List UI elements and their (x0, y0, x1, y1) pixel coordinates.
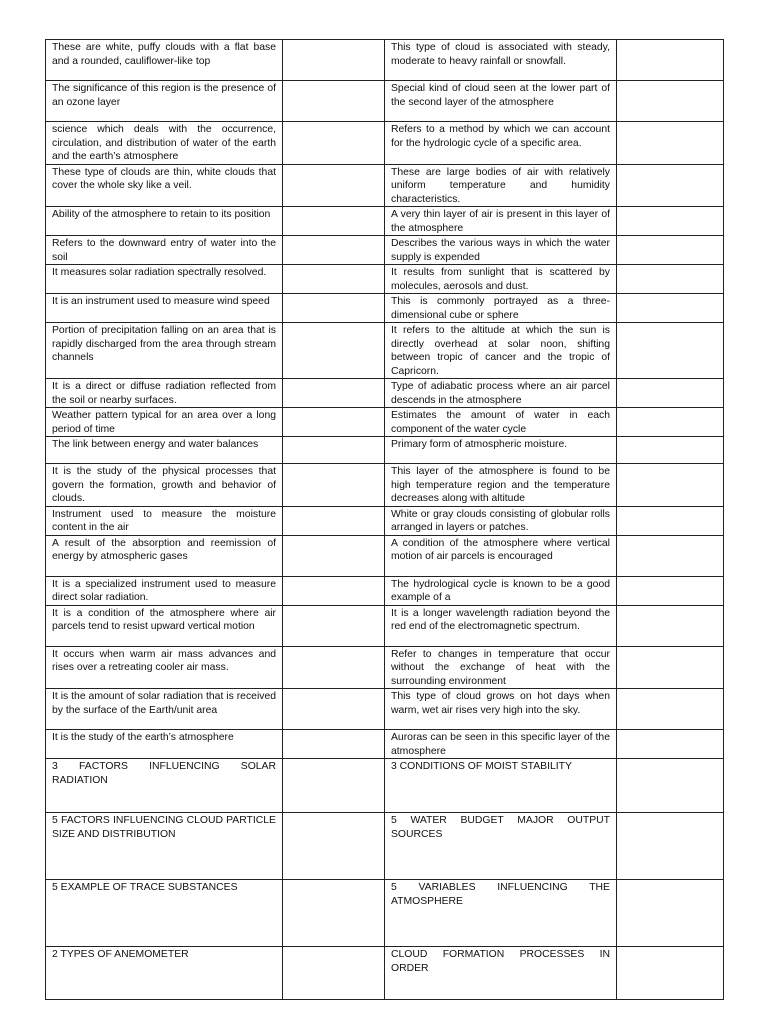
answer-blank-right[interactable] (617, 408, 724, 437)
answer-blank-left[interactable] (283, 759, 385, 813)
answer-blank-left[interactable] (283, 207, 385, 236)
question-left: Weather pattern typical for an area over a long period of time (46, 408, 283, 437)
answer-blank-right[interactable] (617, 323, 724, 379)
answer-blank-left[interactable] (283, 294, 385, 323)
answer-blank-left[interactable] (283, 535, 385, 576)
question-row (46, 122, 724, 165)
answer-blank-right[interactable] (617, 576, 724, 605)
question-right: Refers to a method by which we can account for the hydrologic cycle of a specific area. (385, 122, 617, 165)
question-right: A condition of the atmosphere where vertical motion of air parcels is encouraged (385, 535, 617, 576)
question-right: Primary form of atmospheric moisture. (385, 437, 617, 464)
answer-blank-left[interactable] (283, 437, 385, 464)
question-row (46, 880, 724, 947)
answer-blank-right[interactable] (617, 535, 724, 576)
answer-blank-left[interactable] (283, 813, 385, 880)
answer-blank-right[interactable] (617, 880, 724, 947)
question-row (46, 947, 724, 1000)
question-right: 3 CONDITIONS OF MOIST STABILITY (385, 759, 617, 813)
question-left: The link between energy and water balances (46, 437, 283, 464)
answer-blank-left[interactable] (283, 464, 385, 507)
question-left: It measures solar radiation spectrally resolved. (46, 265, 283, 294)
answer-blank-left[interactable] (283, 408, 385, 437)
answer-blank-right[interactable] (617, 506, 724, 535)
question-right: It is a longer wavelength radiation beyond the red end of the electromagnetic spectrum. (385, 605, 617, 646)
question-row (46, 164, 724, 207)
question-left: 3 FACTORS INFLUENCING SOLAR RADIATION (46, 759, 283, 813)
question-right: A very thin layer of air is present in this layer of the atmosphere (385, 207, 617, 236)
question-row (46, 408, 724, 437)
answer-blank-right[interactable] (617, 81, 724, 122)
question-right: White or gray clouds consisting of globular rolls arranged in layers or patches. (385, 506, 617, 535)
question-row (46, 759, 724, 813)
answer-blank-right[interactable] (617, 689, 724, 730)
answer-blank-left[interactable] (283, 730, 385, 759)
question-row (46, 576, 724, 605)
question-row (46, 379, 724, 408)
answer-blank-right[interactable] (617, 646, 724, 689)
question-row (46, 813, 724, 880)
question-row (46, 40, 724, 81)
question-row (46, 81, 724, 122)
question-left: Instrument used to measure the moisture content in the air (46, 506, 283, 535)
question-right: The hydrological cycle is known to be a good example of a (385, 576, 617, 605)
question-left: Portion of precipitation falling on an area that is rapidly discharged from the area through stream channels (46, 323, 283, 379)
question-left: It is the study of the physical processes that govern the formation, growth and behavior of clouds. (46, 464, 283, 507)
question-left: 5 EXAMPLE OF TRACE SUBSTANCES (46, 880, 283, 947)
question-left: It is the amount of solar radiation that is received by the surface of the Earth/unit area (46, 689, 283, 730)
answer-blank-right[interactable] (617, 294, 724, 323)
answer-blank-right[interactable] (617, 759, 724, 813)
question-right: This type of cloud grows on hot days when warm, wet air rises very high into the sky. (385, 689, 617, 730)
question-left: It is a specialized instrument used to measure direct solar radiation. (46, 576, 283, 605)
question-right: Refer to changes in temperature that occur without the exchange of heat with the surrounding environment (385, 646, 617, 689)
question-row (46, 605, 724, 646)
answer-blank-left[interactable] (283, 265, 385, 294)
question-right: 5 VARIABLES INFLUENCING THE ATMOSPHERE (385, 880, 617, 947)
answer-blank-left[interactable] (283, 122, 385, 165)
question-left: It is a condition of the atmosphere where air parcels tend to resist upward vertical motion (46, 605, 283, 646)
answer-blank-right[interactable] (617, 947, 724, 1000)
answer-blank-left[interactable] (283, 236, 385, 265)
question-right: It refers to the altitude at which the sun is directly overhead at solar noon, shifting between tropic of cancer and the tropic of Capricorn. (385, 323, 617, 379)
question-right: This is commonly portrayed as a three-dimensional cube or sphere (385, 294, 617, 323)
question-right: CLOUD FORMATION PROCESSES IN ORDER (385, 947, 617, 1000)
answer-blank-right[interactable] (617, 605, 724, 646)
question-right: Auroras can be seen in this specific layer of the atmosphere (385, 730, 617, 759)
answer-blank-left[interactable] (283, 646, 385, 689)
question-right: Describes the various ways in which the water supply is expended (385, 236, 617, 265)
question-row (46, 437, 724, 464)
answer-blank-right[interactable] (617, 437, 724, 464)
question-row (46, 646, 724, 689)
question-row (46, 236, 724, 265)
question-right: It results from sunlight that is scattered by molecules, aerosols and dust. (385, 265, 617, 294)
question-row (46, 689, 724, 730)
question-right: This type of cloud is associated with steady, moderate to heavy rainfall or snowfall. (385, 40, 617, 81)
answer-blank-left[interactable] (283, 947, 385, 1000)
answer-blank-left[interactable] (283, 605, 385, 646)
answer-blank-right[interactable] (617, 813, 724, 880)
answer-blank-right[interactable] (617, 236, 724, 265)
question-right: This layer of the atmosphere is found to be high temperature region and the temperature decreases along with altitude (385, 464, 617, 507)
question-left: It is an instrument used to measure wind speed (46, 294, 283, 323)
answer-blank-left[interactable] (283, 81, 385, 122)
question-right: Estimates the amount of water in each component of the water cycle (385, 408, 617, 437)
question-left: The significance of this region is the presence of an ozone layer (46, 81, 283, 122)
question-left: science which deals with the occurrence, circulation, and distribution of water of the earth and the earth’s atmosphere (46, 122, 283, 165)
quiz-table (45, 39, 724, 1000)
question-left: It is a direct or diffuse radiation reflected from the soil or nearby surfaces. (46, 379, 283, 408)
answer-blank-left[interactable] (283, 164, 385, 207)
question-row (46, 294, 724, 323)
answer-blank-right[interactable] (617, 122, 724, 165)
answer-blank-right[interactable] (617, 265, 724, 294)
question-row (46, 464, 724, 507)
question-left: Ability of the atmosphere to retain to its position (46, 207, 283, 236)
question-left: These are white, puffy clouds with a flat base and a rounded, cauliflower-like top (46, 40, 283, 81)
answer-blank-left[interactable] (283, 689, 385, 730)
question-right: Type of adiabatic process where an air parcel descends in the atmosphere (385, 379, 617, 408)
answer-blank-right[interactable] (617, 730, 724, 759)
question-left: These type of clouds are thin, white clouds that cover the whole sky like a veil. (46, 164, 283, 207)
answer-blank-right[interactable] (617, 164, 724, 207)
answer-blank-right[interactable] (617, 207, 724, 236)
question-left: A result of the absorption and reemission of energy by atmospheric gases (46, 535, 283, 576)
question-row (46, 506, 724, 535)
question-left: It is the study of the earth’s atmosphere (46, 730, 283, 759)
question-row (46, 265, 724, 294)
question-right: These are large bodies of air with relatively uniform temperature and humidity characteristics. (385, 164, 617, 207)
question-row (46, 730, 724, 759)
answer-blank-left[interactable] (283, 506, 385, 535)
answer-blank-left[interactable] (283, 576, 385, 605)
answer-blank-left[interactable] (283, 880, 385, 947)
answer-blank-right[interactable] (617, 464, 724, 507)
answer-blank-right[interactable] (617, 40, 724, 81)
answer-blank-right[interactable] (617, 379, 724, 408)
question-right: 5 WATER BUDGET MAJOR OUTPUT SOURCES (385, 813, 617, 880)
question-row (46, 535, 724, 576)
question-left: Refers to the downward entry of water into the soil (46, 236, 283, 265)
question-left: 2 TYPES OF ANEMOMETER (46, 947, 283, 1000)
question-left: 5 FACTORS INFLUENCING CLOUD PARTICLE SIZE AND DISTRIBUTION (46, 813, 283, 880)
answer-blank-left[interactable] (283, 40, 385, 81)
answer-blank-left[interactable] (283, 323, 385, 379)
question-row (46, 323, 724, 379)
question-right: Special kind of cloud seen at the lower part of the second layer of the atmosphere (385, 81, 617, 122)
question-row (46, 207, 724, 236)
answer-blank-left[interactable] (283, 379, 385, 408)
quiz-table-body (46, 40, 724, 1000)
question-left: It occurs when warm air mass advances and rises over a retreating cooler air mass. (46, 646, 283, 689)
